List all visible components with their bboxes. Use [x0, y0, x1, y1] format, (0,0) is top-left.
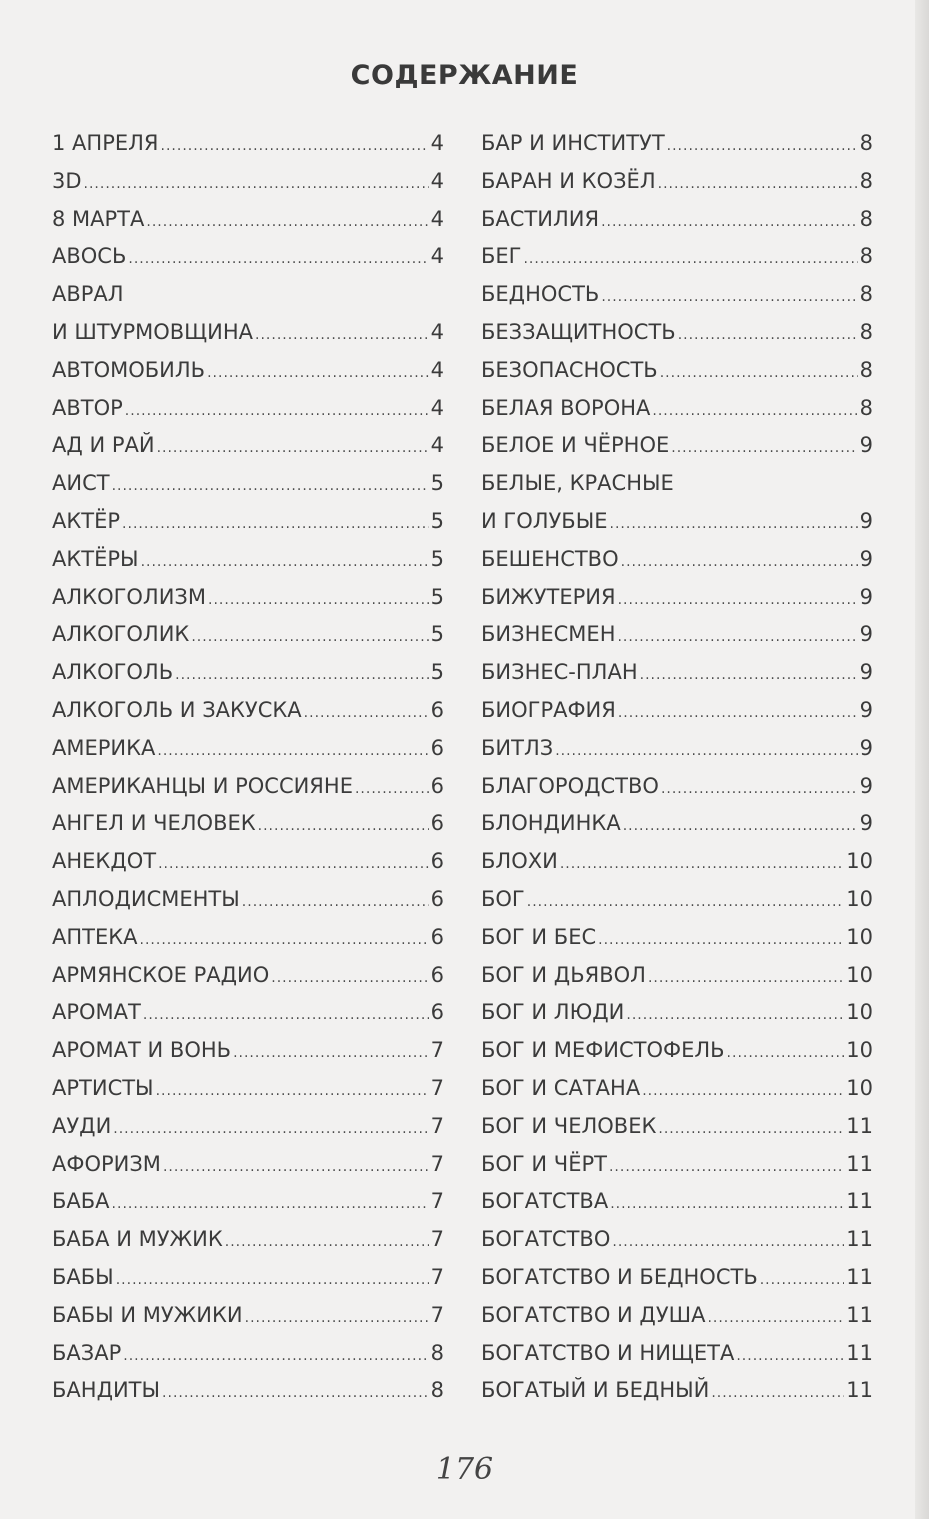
toc-entry-page: 10: [846, 962, 873, 987]
toc-entry-title: АПТЕКА: [52, 924, 138, 949]
toc-entry-page: 9: [859, 811, 873, 836]
toc-entry-title: АИСТ: [52, 471, 110, 496]
toc-entry-title: АПЛОДИСМЕНТЫ: [52, 886, 240, 911]
toc-entry-title: БАБЫ И МУЖИКИ: [52, 1302, 243, 1327]
toc-entry-title: БЕЗЗАЩИТНОСТЬ: [481, 319, 676, 344]
toc-entry-title: БИЖУТЕРИЯ: [481, 584, 616, 609]
toc-entry-title: АМЕРИКАНЦЫ И РОССИЯНЕ: [52, 773, 353, 798]
toc-entry-page: 6: [430, 697, 444, 722]
toc-entry-title: БОГАТСТВО И БЕДНОСТЬ: [481, 1264, 758, 1289]
toc-entry-page: 11: [846, 1227, 873, 1252]
toc-leader-dots: [626, 997, 844, 1035]
toc-entry: [481, 730, 873, 768]
toc-leader-dots: [727, 1035, 845, 1073]
toc-entry: [52, 465, 444, 503]
toc-entry-page: 11: [846, 1113, 873, 1138]
toc-leader-dots: [233, 1035, 429, 1073]
toc-leader-dots: [207, 355, 429, 393]
toc-leader-dots: [112, 468, 429, 506]
toc-entry: [52, 994, 444, 1032]
page-number: 176: [435, 1452, 494, 1487]
toc-entry-title: БАР И ИНСТИТУТ: [481, 131, 665, 155]
toc-entry-title: БАБЫ: [52, 1264, 114, 1289]
toc-entry-title: БАБА И МУЖИК: [52, 1227, 223, 1252]
toc-entry-page: 4: [430, 168, 444, 193]
toc-entry-title: БЕЛОЕ И ЧЁРНОЕ: [481, 433, 670, 458]
toc-entry-page: 6: [430, 924, 444, 949]
toc-entry-title: АВТОМОБИЛЬ: [52, 357, 206, 382]
toc-entry-title: БИОГРАФИЯ: [481, 697, 616, 722]
toc-entry-title: БОГ И БЕС: [481, 924, 597, 949]
toc-entry-title: БОГАТСТВО И ДУША: [481, 1302, 706, 1327]
toc-leader-dots: [610, 506, 858, 544]
toc-entry: [52, 579, 444, 617]
toc-entry-title: БАБА: [52, 1189, 110, 1214]
toc-entry-title: АНГЕЛ И ЧЕЛОВЕК: [52, 811, 256, 836]
toc-entry-page: 7: [430, 1302, 444, 1327]
toc-entry-page: 7: [430, 1264, 444, 1289]
toc-leader-dots: [123, 1338, 428, 1376]
toc-leader-dots: [157, 733, 428, 771]
toc-entry: [481, 768, 873, 806]
toc-entry: [52, 768, 444, 806]
toc-leader-dots: [255, 317, 429, 355]
toc-entry-page: 7: [430, 1151, 444, 1176]
toc-entry-title: И ШТУРМОВЩИНА: [52, 319, 254, 344]
toc-entry-title: БОГАТЫЙ И БЕДНЫЙ: [481, 1378, 710, 1403]
toc-entry-title: БЛОНДИНКА: [481, 811, 621, 836]
toc-column-right: [481, 125, 873, 1410]
toc-leader-dots: [175, 657, 428, 695]
toc-entry: [52, 276, 444, 314]
toc-leader-dots: [601, 279, 857, 317]
toc-entry: [52, 1372, 444, 1410]
toc-entry-page: 9: [859, 735, 873, 760]
toc-entry: [52, 805, 444, 843]
toc-entry-page: 6: [430, 773, 444, 798]
toc-entry-title: БОГАТСТВО И НИЩЕТА: [481, 1340, 735, 1365]
toc-entry-page: 4: [430, 206, 444, 231]
toc-entry: [52, 616, 444, 654]
toc-entry: [52, 654, 444, 692]
toc-entry-page: 5: [430, 584, 444, 609]
toc-entry: [52, 957, 444, 995]
toc-entry-page: 11: [846, 1264, 873, 1289]
toc-entry-title: БОГ И САТАНА: [481, 1075, 641, 1100]
toc-entry: [481, 465, 873, 503]
toc-entry: [481, 238, 873, 276]
toc-entry-title: БЕЛАЯ ВОРОНА: [481, 395, 651, 420]
toc-entry-page: 7: [430, 1227, 444, 1252]
toc-entry-page: 9: [859, 773, 873, 798]
toc-entry-page: 9: [859, 660, 873, 685]
toc-entry: [481, 1108, 873, 1146]
toc-entry: [481, 276, 873, 314]
toc-entry: [481, 881, 873, 919]
toc-entry-page: 6: [430, 735, 444, 760]
toc-entry-title: БИЗНЕСМЕН: [481, 622, 616, 647]
toc-leader-dots: [146, 204, 428, 242]
toc-leader-dots: [523, 241, 857, 279]
toc-leader-dots: [678, 317, 858, 355]
toc-entry-title: АЛКОГОЛИК: [52, 622, 190, 647]
toc-entry-page: 10: [846, 886, 873, 911]
toc-entry-page: 10: [846, 924, 873, 949]
toc-entry: [481, 1032, 873, 1070]
toc-leader-dots: [640, 657, 858, 695]
toc-leader-dots: [225, 1224, 429, 1262]
toc-entry-page: 10: [846, 1038, 873, 1063]
toc-leader-dots: [140, 922, 429, 960]
toc-entry: [52, 881, 444, 919]
toc-entry-title: И ГОЛУБЫЕ: [481, 508, 608, 533]
toc-entry-title: БАНДИТЫ: [52, 1378, 161, 1403]
toc-leader-dots: [122, 506, 429, 544]
toc-leader-dots: [601, 204, 858, 242]
toc-leader-dots: [158, 846, 429, 884]
toc-entry: [481, 1070, 873, 1108]
toc-entry: [481, 390, 873, 428]
toc-entry-page: 8: [430, 1340, 444, 1365]
toc-entry-page: 10: [846, 1075, 873, 1100]
toc-entry-title: АЛКОГОЛИЗМ: [52, 584, 207, 609]
toc-entry: [481, 352, 873, 390]
toc-entry-title: АМЕРИКА: [52, 735, 156, 760]
toc-leader-dots: [163, 1149, 429, 1187]
toc-entry-page: 4: [430, 131, 444, 155]
toc-entry-title: БЕЗОПАСНОСТЬ: [481, 357, 658, 382]
toc-entry: [52, 1183, 444, 1221]
toc-entry-page: 5: [430, 546, 444, 571]
toc-entry-page: 8: [859, 244, 873, 269]
toc-entry-page: 8: [859, 319, 873, 344]
toc-entry: [52, 919, 444, 957]
toc-entry-title: БЛОХИ: [481, 849, 558, 874]
toc-leader-dots: [191, 619, 428, 657]
toc-leader-dots: [157, 430, 429, 468]
toc-leader-dots: [661, 771, 858, 809]
toc-entry-page: 8: [859, 282, 873, 307]
toc-entry-page: 7: [430, 1075, 444, 1100]
toc-entry-page: 8: [430, 1378, 444, 1403]
toc-entry-title: БАРАН И КОЗЁЛ: [481, 168, 656, 193]
toc-entry-page: 6: [430, 849, 444, 874]
toc-leader-dots: [658, 1111, 844, 1149]
toc-entry: [52, 541, 444, 579]
toc-leader-dots: [245, 1300, 429, 1338]
toc-leader-dots: [162, 1375, 429, 1413]
toc-entry-page: 5: [430, 471, 444, 496]
toc-entry: [481, 616, 873, 654]
toc-entry-page: 11: [846, 1340, 873, 1365]
page-title: СОДЕРЖАНИЕ: [350, 60, 579, 91]
toc-entry: [481, 957, 873, 995]
toc-leader-dots: [242, 884, 429, 922]
toc-entry: [52, 314, 444, 352]
toc-entry-page: 9: [859, 508, 873, 533]
toc-entry-page: 6: [430, 962, 444, 987]
toc-leader-dots: [736, 1338, 844, 1376]
toc-entry: [52, 163, 444, 201]
toc-leader-dots: [642, 1073, 844, 1111]
toc-entry: [52, 201, 444, 239]
toc-entry-page: 8: [859, 395, 873, 420]
toc-entry-page: 5: [430, 508, 444, 533]
toc-entry: [481, 654, 873, 692]
toc-leader-dots: [667, 128, 858, 166]
toc-leader-dots: [258, 808, 429, 846]
toc-leader-dots: [652, 393, 857, 431]
toc-entry: [52, 692, 444, 730]
toc-entry-title: БОГ И ЛЮДИ: [481, 1000, 625, 1025]
toc-leader-dots: [304, 695, 429, 733]
toc-leader-dots: [617, 619, 857, 657]
toc-entry: [52, 1108, 444, 1146]
toc-entry-title: БЕШЕНСТВО: [481, 546, 619, 571]
toc-entry-title: АРОМАТ И ВОНЬ: [52, 1038, 232, 1063]
toc-leader-dots: [116, 1262, 429, 1300]
toc-leader-dots: [648, 960, 844, 998]
toc-leader-dots: [623, 808, 858, 846]
toc-entry: [481, 1335, 873, 1373]
toc-entry-page: 4: [430, 244, 444, 269]
toc-entry-page: 8: [859, 357, 873, 382]
toc-entry-title: АУДИ: [52, 1113, 112, 1138]
toc-leader-dots: [711, 1375, 844, 1413]
toc-entry-page: 4: [430, 357, 444, 382]
toc-leader-dots: [208, 582, 429, 620]
toc-entry-title: АД И РАЙ: [52, 433, 155, 458]
toc-leader-dots: [125, 393, 429, 431]
toc-entry: [481, 1259, 873, 1297]
toc-entry: [481, 541, 873, 579]
toc-entry: [52, 1070, 444, 1108]
toc-entry: [52, 1335, 444, 1373]
toc-entry: [481, 125, 873, 163]
toc-entry-title: БЕЛЫЕ, КРАСНЫЕ: [481, 471, 674, 496]
toc-entry-title: БЕГ: [481, 244, 522, 269]
toc-entry-title: БАЗАР: [52, 1340, 122, 1365]
toc-leader-dots: [84, 166, 429, 204]
toc-entry-title: БОГ: [481, 886, 525, 911]
toc-column-left: [52, 125, 444, 1410]
toc-entry-page: 11: [846, 1189, 873, 1214]
toc-entry-title: АВТОР: [52, 395, 123, 420]
toc-entry-page: 8: [859, 206, 873, 231]
toc-leader-dots: [555, 733, 857, 771]
toc-entry-title: АФОРИЗМ: [52, 1151, 161, 1176]
toc-entry-page: 9: [859, 622, 873, 647]
toc-entry-title: АВОСЬ: [52, 244, 127, 269]
toc-entry: [52, 1146, 444, 1184]
toc-entry-page: 8: [859, 131, 873, 155]
toc-entry: [52, 843, 444, 881]
toc-leader-dots: [355, 771, 429, 809]
toc-entry-page: 10: [846, 849, 873, 874]
toc-leader-dots: [609, 1149, 844, 1187]
toc-entry-title: АНЕКДОТ: [52, 849, 157, 874]
toc-entry-page: 8: [859, 168, 873, 193]
toc-leader-dots: [113, 1111, 428, 1149]
toc-leader-dots: [141, 544, 429, 582]
toc-leader-dots: [271, 960, 428, 998]
toc-entry: [481, 919, 873, 957]
toc-leader-dots: [621, 544, 858, 582]
toc-entry-page: 11: [846, 1151, 873, 1176]
toc-entry: [481, 692, 873, 730]
toc-entry-title: БОГ И МЕФИСТОФЕЛЬ: [481, 1038, 725, 1063]
toc-entry-page: 5: [430, 622, 444, 647]
toc-entry-page: 10: [846, 1000, 873, 1025]
toc-leader-dots: [598, 922, 844, 960]
toc-entry-title: АКТЁР: [52, 508, 121, 533]
toc-entry-page: 7: [430, 1113, 444, 1138]
toc-leader-dots: [161, 128, 429, 166]
toc-entry: [481, 503, 873, 541]
toc-leader-dots: [660, 355, 858, 393]
page-edge: [915, 0, 929, 1519]
toc-entry: [52, 730, 444, 768]
toc-entry-title: БОГ И ДЬЯВОЛ: [481, 962, 646, 987]
toc-entry: [52, 352, 444, 390]
toc-entry-title: БОГ И ЧЕЛОВЕК: [481, 1113, 657, 1138]
toc-entry: [481, 843, 873, 881]
toc-entry-title: БОГ И ЧЁРТ: [481, 1151, 607, 1176]
toc-entry-title: БАСТИЛИЯ: [481, 206, 600, 231]
toc-entry: [481, 163, 873, 201]
toc-entry-title: АРОМАТ: [52, 1000, 141, 1025]
toc-leader-dots: [610, 1186, 844, 1224]
toc-entry: [481, 579, 873, 617]
toc-entry: [481, 805, 873, 843]
toc-entry-page: 5: [430, 660, 444, 685]
toc-entry-page: 11: [846, 1378, 873, 1403]
toc-entry: [481, 994, 873, 1032]
toc-entry-page: 4: [430, 395, 444, 420]
toc-entry-page: 6: [430, 1000, 444, 1025]
toc-entry-title: АКТЁРЫ: [52, 546, 139, 571]
toc-entry: [481, 1221, 873, 1259]
toc-leader-dots: [128, 241, 428, 279]
toc-leader-dots: [527, 884, 845, 922]
toc-entry-page: 6: [430, 886, 444, 911]
toc-entry: [481, 427, 873, 465]
toc-entry: [52, 238, 444, 276]
toc-entry-page: 11: [846, 1302, 873, 1327]
toc-entry-page: 9: [859, 546, 873, 571]
toc-entry-title: БИЗНЕС-ПЛАН: [481, 660, 638, 685]
toc-entry: [52, 390, 444, 428]
toc-entry-title: АРТИСТЫ: [52, 1075, 154, 1100]
toc-leader-dots: [671, 430, 857, 468]
toc-leader-dots: [618, 695, 858, 733]
toc-leader-dots: [618, 582, 858, 620]
toc-entry: [52, 1032, 444, 1070]
toc-entry-title: 1 АПРЕЛЯ: [52, 131, 159, 155]
toc-entry-page: 4: [430, 319, 444, 344]
toc-entry-page: 7: [430, 1189, 444, 1214]
toc-entry-title: БЕДНОСТЬ: [481, 282, 600, 307]
toc-entry-page: 4: [430, 433, 444, 458]
toc-entry: [481, 1183, 873, 1221]
toc-entry: [52, 503, 444, 541]
toc-entry: [481, 1297, 873, 1335]
toc-entry: [52, 1221, 444, 1259]
toc-entry-title: АЛКОГОЛЬ: [52, 660, 174, 685]
toc-entry: [52, 1297, 444, 1335]
toc-leader-dots: [760, 1262, 845, 1300]
toc-leader-dots: [612, 1224, 844, 1262]
toc-entry-page: 6: [430, 811, 444, 836]
toc-entry-page: 7: [430, 1038, 444, 1063]
toc-entry-title: БОГАТСТВА: [481, 1189, 609, 1214]
toc-entry: [481, 1372, 873, 1410]
toc-leader-dots: [143, 997, 429, 1035]
toc-entry: [481, 201, 873, 239]
toc-entry-title: БЛАГОРОДСТВО: [481, 773, 659, 798]
toc-entry: [481, 1146, 873, 1184]
toc-entry-title: АВРАЛ: [52, 282, 124, 307]
toc-entry-title: 8 МАРТА: [52, 206, 145, 231]
toc-entry-title: БИТЛЗ: [481, 735, 554, 760]
toc-entry-page: 9: [859, 584, 873, 609]
toc-leader-dots: [658, 166, 858, 204]
toc-leader-dots: [707, 1300, 844, 1338]
toc-entry-title: БОГАТСТВО: [481, 1227, 611, 1252]
toc-leader-dots: [560, 846, 844, 884]
toc-entry-page: 9: [859, 433, 873, 458]
toc-leader-dots: [112, 1186, 429, 1224]
toc-entry: [52, 427, 444, 465]
toc-entry: [481, 314, 873, 352]
toc-entry-title: 3D: [52, 168, 82, 193]
toc-entry: [52, 1259, 444, 1297]
toc-entry: [52, 125, 444, 163]
toc-entry-title: АРМЯНСКОЕ РАДИО: [52, 962, 270, 987]
toc-entry-title: АЛКОГОЛЬ И ЗАКУСКА: [52, 697, 302, 722]
toc-entry-page: 9: [859, 697, 873, 722]
toc-leader-dots: [156, 1073, 429, 1111]
